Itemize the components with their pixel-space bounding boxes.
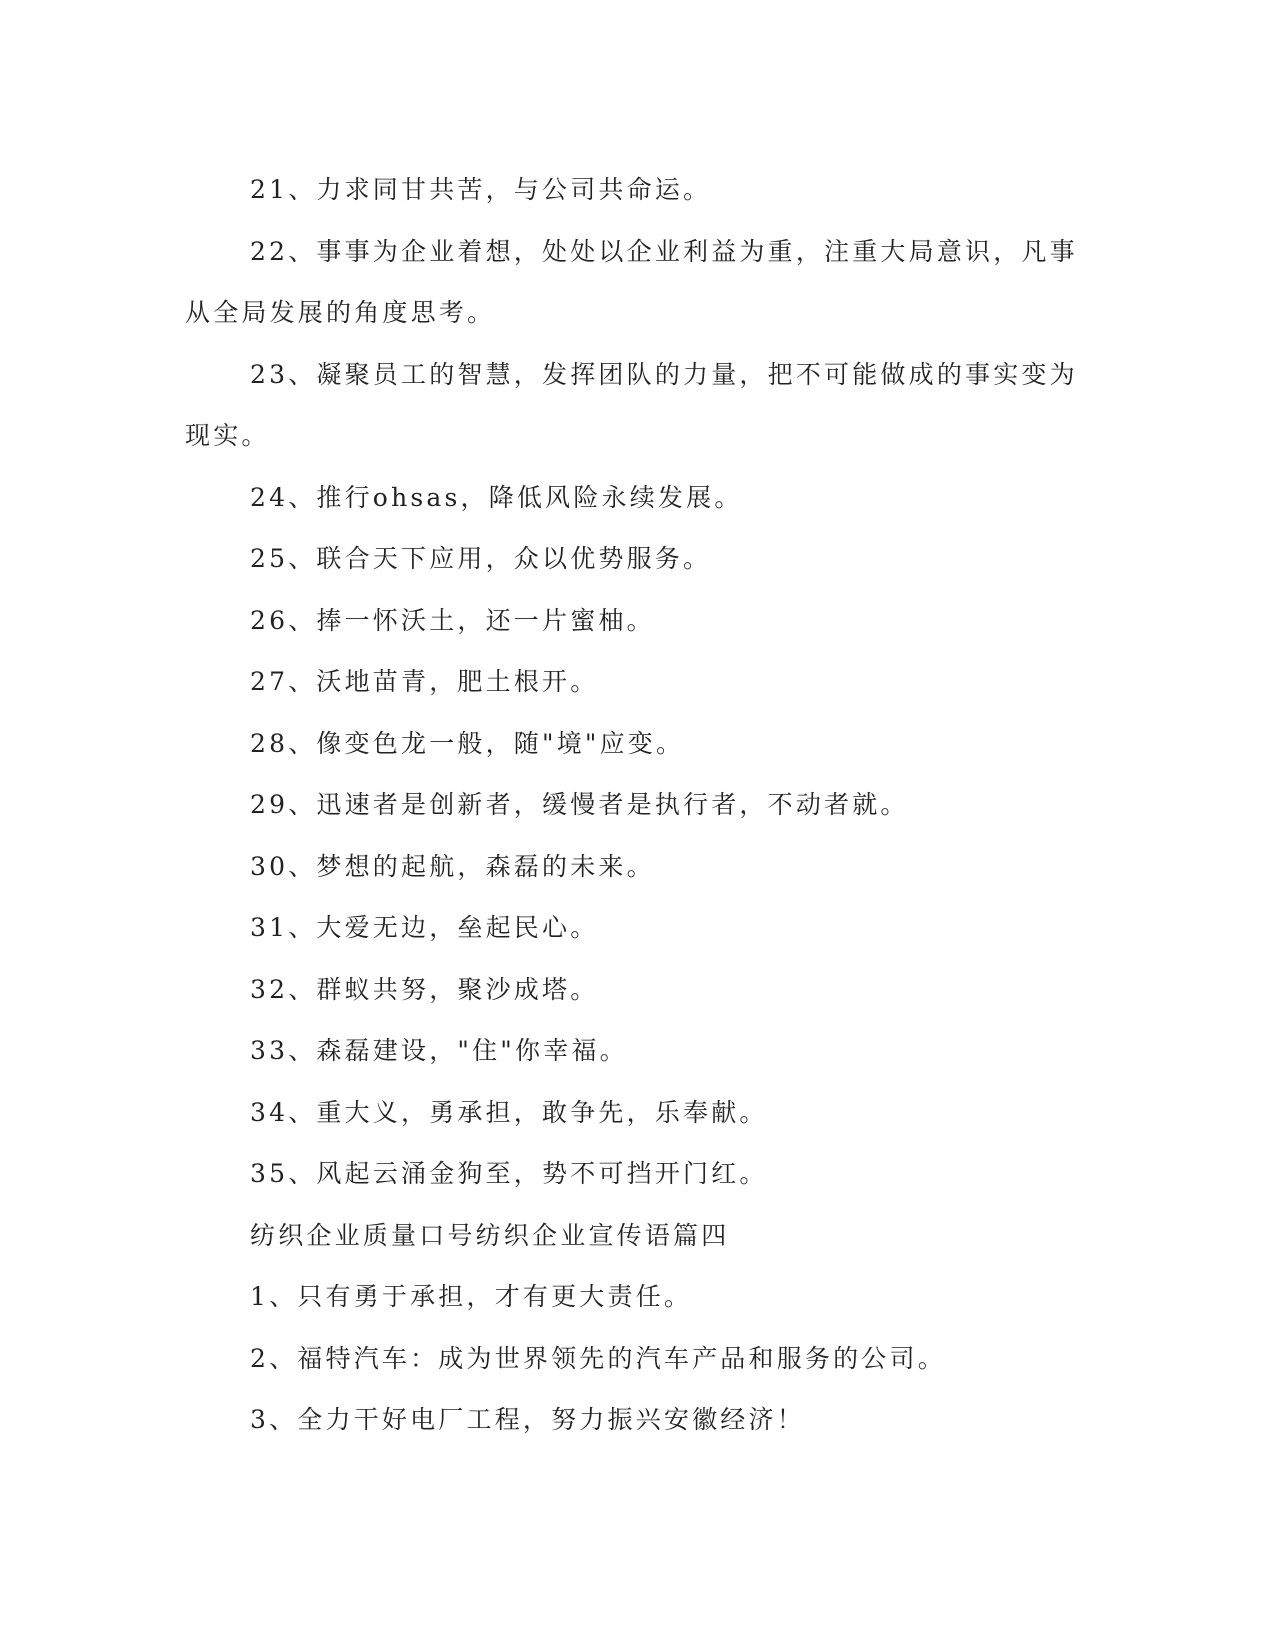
slogan-29: 29、迅速者是创新者，缓慢者是执行者，不动者就。 — [250, 790, 909, 819]
slogan-22: 22、事事为企业着想，处处以企业利益为重，注重大局意识，凡事从全局发展的角度思考。 — [185, 236, 1078, 327]
slogan-32: 32、群蚁共努，聚沙成塔。 — [250, 974, 599, 1004]
slogan-34: 34、重大义，勇承担，敢争先，乐奉献。 — [250, 1097, 768, 1127]
document-body — [185, 159, 1085, 1451]
slogan-28: 28、像变色龙一般，随"境"应变。 — [250, 728, 685, 758]
slogan-24: 24、推行ohsas，降低风险永续发展。 — [250, 482, 743, 512]
section-slogan-3: 3、全力干好电厂工程，努力振兴安徽经济！ — [250, 1405, 805, 1434]
slogan-31: 31、大爱无边，垒起民心。 — [250, 913, 599, 942]
slogan-30: 30、梦想的起航，森磊的未来。 — [250, 851, 655, 881]
slogan-21: 21、力求同甘共苦，与公司共命运。 — [250, 175, 712, 204]
slogan-33: 33、森磊建设，"住"你幸福。 — [250, 1036, 628, 1065]
slogan-26: 26、捧一怀沃土，还一片蜜柚。 — [250, 605, 655, 635]
slogan-23: 23、凝聚员工的智慧，发挥团队的力量，把不可能做成的事实变为现实。 — [185, 359, 1078, 450]
slogan-27: 27、沃地苗青，肥土根开。 — [250, 667, 599, 696]
slogan-25: 25、联合天下应用，众以优势服务。 — [250, 544, 712, 573]
section-slogan-1: 1、只有勇于承担，才有更大责任。 — [250, 1282, 693, 1311]
section-heading: 纺织企业质量口号纺织企业宣传语篇四 — [250, 1220, 730, 1250]
section-slogan-2: 2、福特汽车：成为世界领先的汽车产品和服务的公司。 — [250, 1343, 946, 1373]
slogan-35: 35、风起云涌金狗至，势不可挡开门红。 — [250, 1159, 768, 1188]
